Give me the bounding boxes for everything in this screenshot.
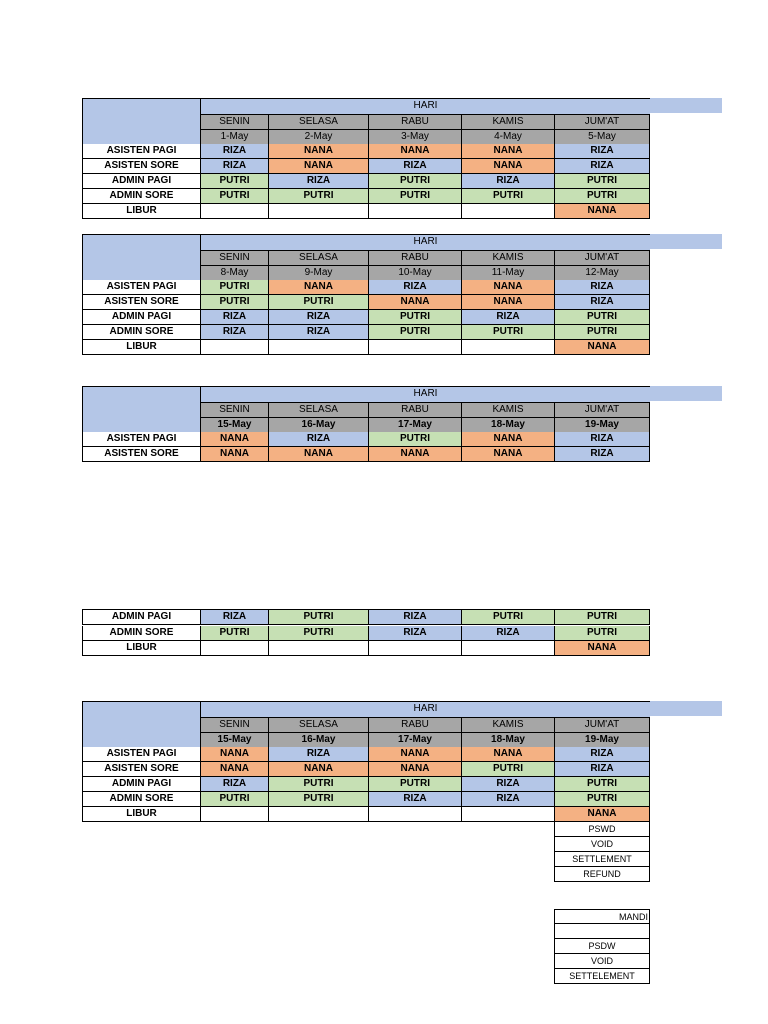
shift-cell: NANA: [201, 762, 269, 777]
shift-cell: PUTRI: [462, 325, 555, 340]
shift-cell: RIZA: [201, 310, 269, 325]
shift-cell: NANA: [269, 280, 369, 295]
shift-cell: PUTRI: [555, 626, 650, 641]
shift-cell: RIZA: [555, 762, 650, 777]
shift-cell: PUTRI: [269, 610, 369, 625]
shift-cell: PUTRI: [555, 792, 650, 807]
row-label: LIBUR: [82, 340, 201, 355]
shift-cell: PUTRI: [201, 280, 269, 295]
shift-cell: [369, 807, 462, 822]
shift-cell: NANA: [269, 762, 369, 777]
shift-cell: RIZA: [555, 295, 650, 310]
date-header: 2-May: [269, 130, 369, 145]
shift-cell: NANA: [369, 747, 462, 762]
shift-cell: PUTRI: [369, 777, 462, 792]
day-header: SELASA: [269, 115, 369, 130]
task-list-2: [554, 909, 650, 984]
date-header: 8-May: [201, 266, 269, 281]
shift-cell: [369, 204, 462, 219]
shift-cell: PUTRI: [369, 189, 462, 204]
date-header: 18-May: [462, 418, 555, 433]
date-header: 19-May: [555, 733, 650, 748]
shift-cell: [201, 641, 269, 656]
shift-cell: RIZA: [462, 777, 555, 792]
row-label: ASISTEN SORE: [82, 159, 201, 174]
shift-cell: PUTRI: [555, 777, 650, 792]
date-header: 4-May: [462, 130, 555, 145]
date-header: 10-May: [369, 266, 462, 281]
shift-cell: NANA: [269, 447, 369, 462]
shift-cell: RIZA: [555, 280, 650, 295]
shift-cell: RIZA: [201, 159, 269, 174]
table-row: [82, 762, 650, 777]
row-label: ADMIN SORE: [82, 792, 201, 807]
shift-cell: NANA: [462, 747, 555, 762]
table-row: [82, 447, 650, 462]
shift-cell: PUTRI: [269, 777, 369, 792]
row-label: ADMIN SORE: [82, 189, 201, 204]
row-label: ASISTEN SORE: [82, 295, 201, 310]
hari-header: HARI: [201, 234, 650, 251]
table-row: [82, 280, 650, 295]
shift-cell: [269, 807, 369, 822]
list-title: MANDI: [554, 909, 650, 924]
shift-cell: RIZA: [462, 626, 555, 641]
day-header: SELASA: [269, 403, 369, 418]
corner-cell: [82, 701, 201, 747]
shift-cell: PUTRI: [269, 626, 369, 641]
shift-cell: RIZA: [555, 432, 650, 447]
list-item: PSWD: [554, 822, 650, 837]
shift-cell: PUTRI: [369, 325, 462, 340]
list-item: [554, 924, 650, 939]
shift-cell: PUTRI: [369, 432, 462, 447]
day-header: JUM'AT: [555, 718, 650, 733]
day-header: SENIN: [201, 403, 269, 418]
shift-cell: NANA: [462, 447, 555, 462]
list-item: PSDW: [554, 939, 650, 954]
shift-cell: [269, 204, 369, 219]
table-row: [82, 174, 650, 189]
shift-cell: RIZA: [462, 792, 555, 807]
table-row: [82, 792, 650, 807]
table-row: [82, 189, 650, 204]
shift-cell: PUTRI: [462, 189, 555, 204]
list-item: SETTLEMENT: [554, 852, 650, 867]
shift-cell: RIZA: [269, 310, 369, 325]
shift-cell: RIZA: [369, 280, 462, 295]
day-header: JUM'AT: [555, 251, 650, 266]
shift-cell: NANA: [555, 204, 650, 219]
shift-cell: PUTRI: [462, 610, 555, 625]
shift-cell: PUTRI: [201, 626, 269, 641]
shift-cell: NANA: [201, 432, 269, 447]
day-header: KAMIS: [462, 115, 555, 130]
shift-cell: PUTRI: [555, 189, 650, 204]
shift-cell: [201, 204, 269, 219]
shift-cell: RIZA: [269, 747, 369, 762]
task-list-1: [554, 822, 650, 882]
day-header: SELASA: [269, 718, 369, 733]
hari-header: HARI: [201, 386, 650, 403]
shift-cell: NANA: [462, 159, 555, 174]
shift-cell: [369, 641, 462, 656]
shift-cell: NANA: [462, 295, 555, 310]
shift-cell: PUTRI: [555, 610, 650, 625]
header-extension: [650, 701, 722, 716]
shift-cell: NANA: [555, 807, 650, 822]
shift-cell: NANA: [201, 447, 269, 462]
table-row: [82, 340, 650, 355]
shift-cell: PUTRI: [555, 174, 650, 189]
shift-cell: NANA: [555, 641, 650, 656]
shift-cell: PUTRI: [201, 189, 269, 204]
shift-cell: NANA: [462, 144, 555, 159]
row-label: ASISTEN PAGI: [82, 432, 201, 447]
date-header: 18-May: [462, 733, 555, 748]
shift-cell: NANA: [462, 280, 555, 295]
shift-cell: RIZA: [555, 144, 650, 159]
date-header: 19-May: [555, 418, 650, 433]
table-row: [82, 609, 650, 626]
shift-cell: [462, 807, 555, 822]
row-label: ADMIN PAGI: [82, 777, 201, 792]
shift-cell: RIZA: [369, 792, 462, 807]
row-label: ASISTEN PAGI: [82, 747, 201, 762]
shift-cell: [201, 340, 269, 355]
table-row: [82, 807, 650, 822]
day-header: SENIN: [201, 718, 269, 733]
date-header: 1-May: [201, 130, 269, 145]
row-label: ASISTEN SORE: [82, 762, 201, 777]
table-row: [82, 626, 650, 641]
shift-cell: [269, 641, 369, 656]
shift-cell: PUTRI: [201, 792, 269, 807]
row-label: ADMIN SORE: [82, 626, 201, 641]
day-header: JUM'AT: [555, 403, 650, 418]
shift-cell: PUTRI: [269, 792, 369, 807]
header-extension: [650, 386, 722, 401]
shift-cell: PUTRI: [555, 310, 650, 325]
corner-cell: [82, 234, 201, 280]
date-header: 15-May: [201, 418, 269, 433]
shift-cell: RIZA: [369, 610, 462, 625]
day-header: KAMIS: [462, 251, 555, 266]
shift-cell: [462, 340, 555, 355]
shift-cell: RIZA: [269, 325, 369, 340]
day-header: SENIN: [201, 115, 269, 130]
day-header: KAMIS: [462, 403, 555, 418]
shift-cell: NANA: [269, 144, 369, 159]
day-header: JUM'AT: [555, 115, 650, 130]
header-extension: [650, 98, 722, 113]
row-label: LIBUR: [82, 807, 201, 822]
row-label: ASISTEN PAGI: [82, 144, 201, 159]
shift-cell: RIZA: [269, 432, 369, 447]
shift-cell: PUTRI: [462, 762, 555, 777]
day-header: SELASA: [269, 251, 369, 266]
shift-cell: RIZA: [369, 626, 462, 641]
date-header: 15-May: [201, 733, 269, 748]
shift-cell: NANA: [201, 747, 269, 762]
row-label: ASISTEN SORE: [82, 447, 201, 462]
row-label: ADMIN SORE: [82, 325, 201, 340]
hari-header: HARI: [201, 701, 650, 718]
corner-cell: [82, 386, 201, 432]
shift-cell: [462, 204, 555, 219]
table-row: [82, 432, 650, 447]
shift-cell: RIZA: [555, 747, 650, 762]
shift-cell: PUTRI: [269, 295, 369, 310]
row-label: LIBUR: [82, 204, 201, 219]
table-row: [82, 159, 650, 174]
schedule-week-3-admin: [82, 609, 650, 656]
shift-cell: [269, 340, 369, 355]
shift-cell: PUTRI: [201, 295, 269, 310]
shift-cell: NANA: [462, 432, 555, 447]
date-header: 5-May: [555, 130, 650, 145]
date-header: 9-May: [269, 266, 369, 281]
table-row: [82, 144, 650, 159]
shift-cell: [462, 641, 555, 656]
hari-header: HARI: [201, 98, 650, 115]
shift-cell: RIZA: [201, 610, 269, 625]
table-row: [82, 641, 650, 656]
shift-cell: PUTRI: [201, 174, 269, 189]
shift-cell: RIZA: [201, 144, 269, 159]
list-item: VOID: [554, 954, 650, 969]
shift-cell: NANA: [369, 144, 462, 159]
shift-cell: PUTRI: [269, 189, 369, 204]
shift-cell: NANA: [269, 159, 369, 174]
shift-cell: RIZA: [201, 777, 269, 792]
table-row: [82, 325, 650, 340]
shift-cell: RIZA: [201, 325, 269, 340]
shift-cell: RIZA: [269, 174, 369, 189]
day-header: SENIN: [201, 251, 269, 266]
date-header: 17-May: [369, 418, 462, 433]
header-extension: [650, 234, 722, 249]
row-label: ADMIN PAGI: [82, 174, 201, 189]
date-header: 16-May: [269, 418, 369, 433]
date-header: 12-May: [555, 266, 650, 281]
day-header: RABU: [369, 115, 462, 130]
shift-cell: PUTRI: [369, 310, 462, 325]
row-label: ADMIN PAGI: [82, 610, 201, 625]
corner-cell: [82, 98, 201, 144]
shift-cell: RIZA: [462, 174, 555, 189]
table-row: [82, 204, 650, 219]
shift-cell: [201, 807, 269, 822]
list-item: VOID: [554, 837, 650, 852]
shift-cell: PUTRI: [555, 325, 650, 340]
shift-cell: NANA: [369, 295, 462, 310]
row-label: LIBUR: [82, 641, 201, 656]
table-row: [82, 747, 650, 762]
date-header: 17-May: [369, 733, 462, 748]
shift-cell: NANA: [555, 340, 650, 355]
shift-cell: RIZA: [555, 159, 650, 174]
table-row: [82, 310, 650, 325]
day-header: RABU: [369, 403, 462, 418]
list-item: REFUND: [554, 867, 650, 882]
shift-cell: RIZA: [555, 447, 650, 462]
date-header: 11-May: [462, 266, 555, 281]
shift-cell: NANA: [369, 762, 462, 777]
shift-cell: PUTRI: [369, 174, 462, 189]
row-label: ASISTEN PAGI: [82, 280, 201, 295]
shift-cell: RIZA: [462, 310, 555, 325]
list-item: SETTELEMENT: [554, 969, 650, 984]
shift-cell: NANA: [369, 447, 462, 462]
table-row: [82, 777, 650, 792]
date-header: 16-May: [269, 733, 369, 748]
day-header: KAMIS: [462, 718, 555, 733]
table-row: [82, 295, 650, 310]
day-header: RABU: [369, 251, 462, 266]
shift-cell: RIZA: [369, 159, 462, 174]
row-label: ADMIN PAGI: [82, 310, 201, 325]
shift-cell: [369, 340, 462, 355]
day-header: RABU: [369, 718, 462, 733]
date-header: 3-May: [369, 130, 462, 145]
